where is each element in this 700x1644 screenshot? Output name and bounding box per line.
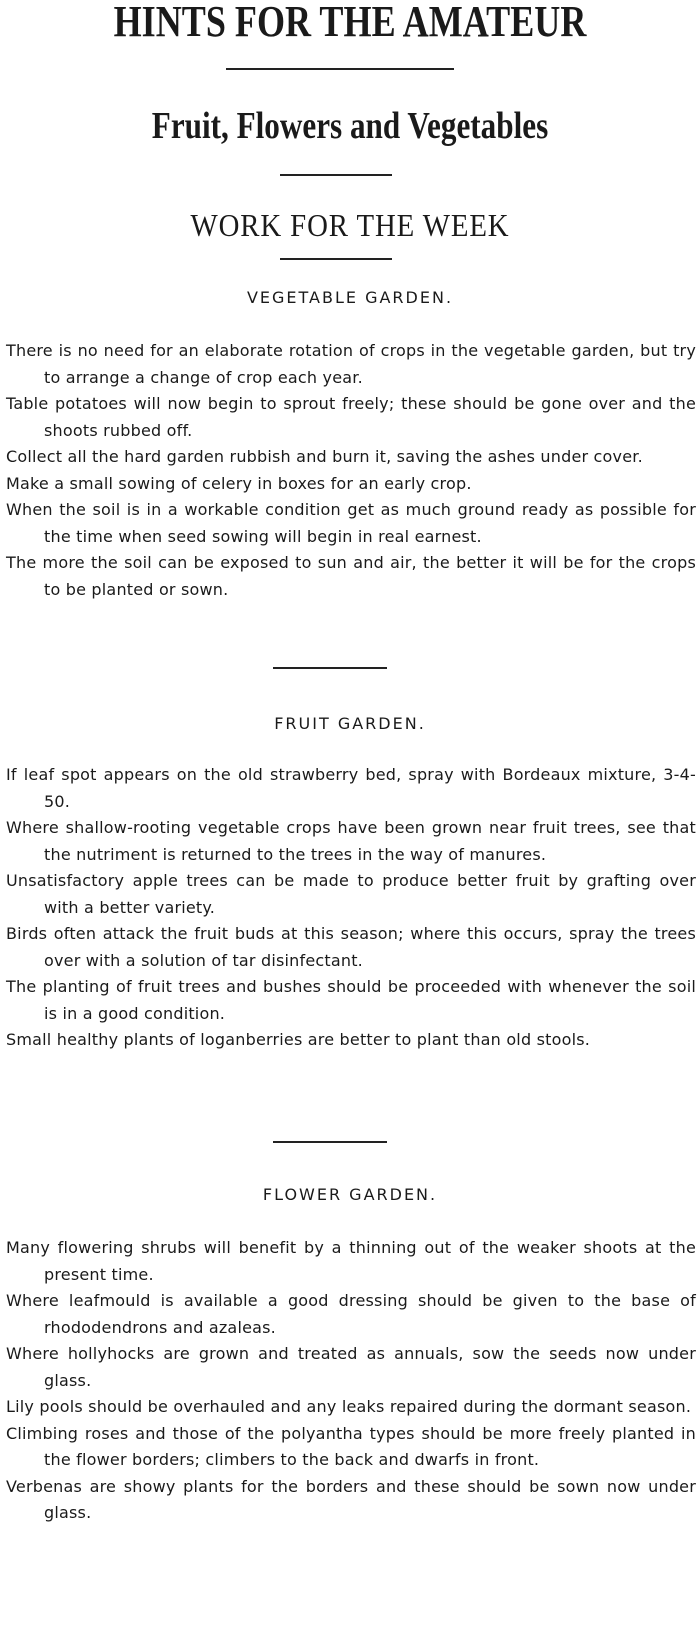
flower-garden-list	[6, 1235, 696, 1527]
list-item: Climbing roses and those of the polyantha types should be more freely planted in the flower borders; climbers to the back and dwarfs in front.	[6, 1423, 696, 1469]
list-item: If leaf spot appears on the old strawberry bed, spray with Bordeaux mixture, 3-4-50.	[6, 765, 696, 811]
list-item: The more the soil can be exposed to sun and air, the better it will be for the crops to be planted or sown.	[6, 553, 696, 599]
list-item: Collect all the hard garden rubbish and burn it, saving the ashes under cover.	[6, 447, 643, 466]
flower-garden-title: FLOWER GARDEN.	[262, 1185, 438, 1204]
headline: HINTS FOR THE AMATEUR	[113, 0, 587, 46]
list-item: Where leafmould is available a good dressing should be given to the base of rhododendrons and azaleas.	[6, 1291, 696, 1337]
list-item: The planting of fruit trees and bushes should be proceeded with whenever the soil is in a good condition.	[6, 977, 696, 1023]
fruit-garden-title: FRUIT GARDEN.	[274, 714, 426, 733]
section-divider	[273, 1141, 387, 1143]
list-item: Where hollyhocks are grown and treated as annuals, sow the seeds now under glass.	[6, 1344, 696, 1390]
week-heading-rule	[280, 258, 392, 260]
vegetable-garden-list	[6, 338, 696, 603]
list-item: Unsatisfactory apple trees can be made to produce better fruit by grafting over with a better variety.	[6, 871, 696, 917]
fruit-garden-list	[6, 762, 696, 1054]
list-item: Small healthy plants of loganberries are better to plant than old stools.	[6, 1030, 591, 1049]
subheadline-rule	[280, 174, 392, 176]
week-heading: WORK FOR THE WEEK	[190, 207, 510, 243]
list-item: Birds often attack the fruit buds at this season; where this occurs, spray the trees over with a solution of tar disinfectant.	[6, 924, 696, 970]
list-item: Table potatoes will now begin to sprout freely; these should be gone over and the shoots rubbed off.	[6, 394, 696, 440]
vegetable-garden-title: VEGETABLE GARDEN.	[246, 288, 454, 307]
list-item: When the soil is in a workable condition get as much ground ready as possible for the time when seed sowing will begin in real earnest.	[6, 500, 696, 546]
list-item: Where shallow-rooting vegetable crops have been grown near fruit trees, see that the nutriment is returned to the trees in the way of manures.	[6, 818, 696, 864]
list-item: Verbenas are showy plants for the borders and these should be sown now under glass.	[6, 1476, 696, 1522]
list-item: Make a small sowing of celery in boxes for an early crop.	[6, 473, 472, 493]
headline-rule	[226, 68, 454, 70]
list-item: There is no need for an elaborate rotation of crops in the vegetable garden, but try to arrange a change of crop each year.	[6, 341, 696, 387]
subheadline: Fruit, Flowers and Vegetables	[151, 105, 549, 147]
list-item: Many flowering shrubs will benefit by a thinning out of the weaker shoots at the present time.	[6, 1238, 696, 1284]
list-item: Lily pools should be overhauled and any leaks repaired during the dormant season.	[6, 1397, 692, 1416]
section-divider	[273, 667, 387, 669]
